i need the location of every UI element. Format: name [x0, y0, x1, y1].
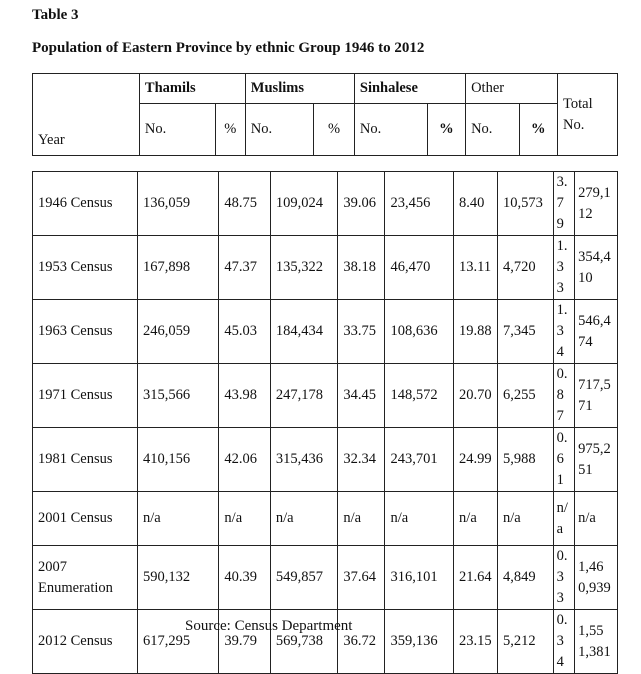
data-cell: 1.34	[553, 300, 574, 364]
no-header: No.	[139, 104, 215, 156]
data-cell: 36.72	[338, 610, 385, 674]
data-cell: 549,857	[270, 546, 338, 610]
data-cell: 0.87	[553, 364, 574, 428]
data-cell: 315,566	[138, 364, 219, 428]
group-header-thamils: Thamils	[139, 74, 245, 104]
data-cell: 354,410	[575, 236, 618, 300]
data-cell: n/a	[385, 492, 454, 546]
year-cell: 2012 Census	[33, 610, 138, 674]
data-cell: 1,551,381	[575, 610, 618, 674]
table-row	[33, 364, 618, 428]
data-cell: 0.33	[553, 546, 574, 610]
data-cell: 13.11	[454, 236, 498, 300]
data-cell: 569,738	[270, 610, 338, 674]
data-cell: 0.61	[553, 428, 574, 492]
data-cell: 45.03	[219, 300, 270, 364]
data-cell: 246,059	[138, 300, 219, 364]
data-cell: n/a	[138, 492, 219, 546]
group-header-sinhalese: Sinhalese	[354, 74, 465, 104]
data-cell: 1.33	[553, 236, 574, 300]
data-cell: 410,156	[138, 428, 219, 492]
data-cell: 21.64	[454, 546, 498, 610]
data-cell: 359,136	[385, 610, 454, 674]
year-cell: 1953 Census	[33, 236, 138, 300]
table-row	[33, 492, 618, 546]
data-cell: 37.64	[338, 546, 385, 610]
table-label: Table 3	[32, 7, 79, 23]
data-cell: 32.34	[338, 428, 385, 492]
data-cell: 148,572	[385, 364, 454, 428]
pct-header: %	[314, 104, 355, 156]
data-cell: 243,701	[385, 428, 454, 492]
data-cell: 19.88	[454, 300, 498, 364]
data-cell: 108,636	[385, 300, 454, 364]
data-cell: 315,436	[270, 428, 338, 492]
year-cell: 1946 Census	[33, 172, 138, 236]
table-row	[33, 300, 618, 364]
pct-header: %	[427, 104, 466, 156]
pct-header: %	[215, 104, 245, 156]
data-cell: 8.40	[454, 172, 498, 236]
data-cell: 4,720	[497, 236, 553, 300]
no-header: No.	[466, 104, 519, 156]
year-cell: 1963 Census	[33, 300, 138, 364]
total-header: Total No.	[558, 74, 618, 156]
data-cell: n/a	[219, 492, 270, 546]
data-cell: 23.15	[454, 610, 498, 674]
group-header-muslims: Muslims	[245, 74, 354, 104]
data-cell: 0.34	[553, 610, 574, 674]
data-cell: 47.37	[219, 236, 270, 300]
data-cell: 5,212	[497, 610, 553, 674]
data-cell: 48.75	[219, 172, 270, 236]
table-row	[33, 172, 618, 236]
data-cell: 34.45	[338, 364, 385, 428]
year-cell: 2001 Census	[33, 492, 138, 546]
data-cell: 33.75	[338, 300, 385, 364]
data-cell: 6,255	[497, 364, 553, 428]
data-cell: n/a	[454, 492, 498, 546]
data-cell: 717,571	[575, 364, 618, 428]
table-header	[32, 73, 618, 156]
year-header: Year	[33, 74, 140, 156]
data-cell: 42.06	[219, 428, 270, 492]
data-cell: 10,573	[497, 172, 553, 236]
data-cell: 40.39	[219, 546, 270, 610]
data-cell: 135,322	[270, 236, 338, 300]
data-cell: n/a	[575, 492, 618, 546]
data-cell: n/a	[270, 492, 338, 546]
year-cell: 2007 Enumeration	[33, 546, 138, 610]
table-caption: Population of Eastern Province by ethnic Group 1946 to 2012	[32, 40, 425, 56]
data-cell: 617,295	[138, 610, 219, 674]
data-cell: 316,101	[385, 546, 454, 610]
no-header: No.	[354, 104, 427, 156]
data-cell: n/a	[497, 492, 553, 546]
data-cell: 46,470	[385, 236, 454, 300]
data-cell: n/a	[338, 492, 385, 546]
data-cell: 546,474	[575, 300, 618, 364]
data-cell: 4,849	[497, 546, 553, 610]
table-row	[33, 236, 618, 300]
data-cell: 975,251	[575, 428, 618, 492]
data-cell: 23,456	[385, 172, 454, 236]
data-cell: 7,345	[497, 300, 553, 364]
data-cell: 20.70	[454, 364, 498, 428]
data-cell: 1,460,939	[575, 546, 618, 610]
data-cell: 3.79	[553, 172, 574, 236]
table-row	[33, 428, 618, 492]
data-cell: 136,059	[138, 172, 219, 236]
group-header-other: Other	[466, 74, 558, 104]
data-cell: 43.98	[219, 364, 270, 428]
data-cell: n/a	[553, 492, 574, 546]
table-body	[32, 171, 618, 674]
data-cell: 109,024	[270, 172, 338, 236]
data-cell: 279,112	[575, 172, 618, 236]
table-row	[33, 546, 618, 610]
data-cell: 39.79	[219, 610, 270, 674]
source-note: Source: Census Department	[185, 618, 353, 634]
no-header: No.	[245, 104, 313, 156]
data-cell: 167,898	[138, 236, 219, 300]
year-cell: 1981 Census	[33, 428, 138, 492]
pct-header: %	[519, 104, 558, 156]
data-cell: 39.06	[338, 172, 385, 236]
data-cell: 184,434	[270, 300, 338, 364]
data-cell: 24.99	[454, 428, 498, 492]
data-cell: 5,988	[497, 428, 553, 492]
data-cell: 590,132	[138, 546, 219, 610]
year-cell: 1971 Census	[33, 364, 138, 428]
data-cell: 38.18	[338, 236, 385, 300]
data-cell: 247,178	[270, 364, 338, 428]
